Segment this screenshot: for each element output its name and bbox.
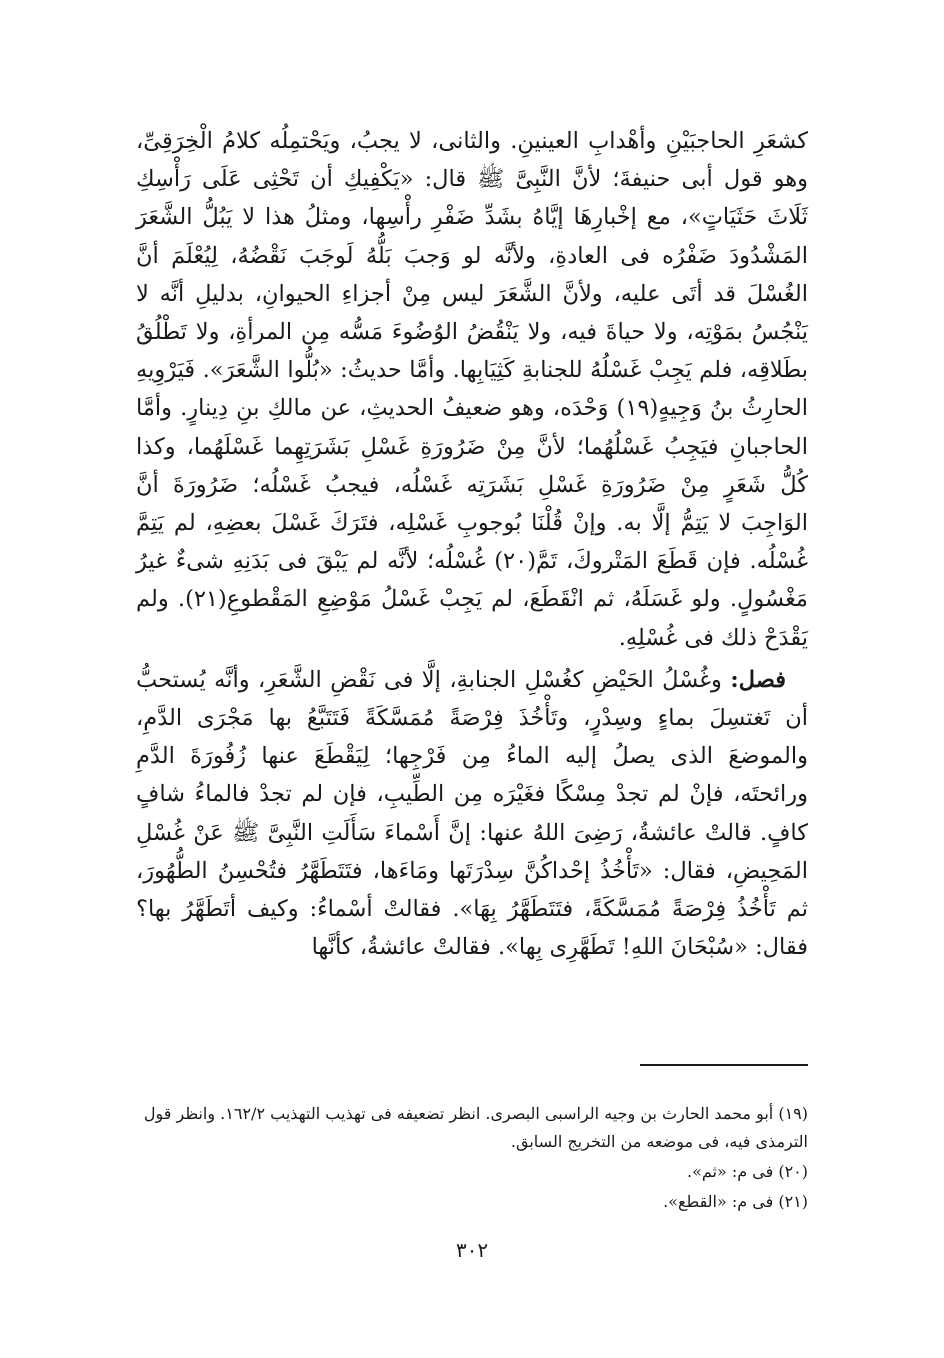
paragraph-2-text: وغُسْلُ الحَيْضِ كغُسْلِ الجنابةِ، إلَّا فى نَقْضِ الشَّعَرِ، وأنَّه يُستحبُّ أن تَغتسِلَ بماءٍ وسِدْرٍ، وتَأْخُذَ فِرْصَةً مُمَسَّكَةً فَتَتَبَّعُ بها مَجْرَى الدَّمِ، والموضعَ الذى يصلُ إليه الماءُ مِن فَرْجِها؛ لِيَقْطَعَ عنها زُفُورَةَ الدَّمِ ورائحتَه، فإنْ لم تجدْ مِسْكًا فغَيْرَه مِن الطِّيبِ، فإن لم تجدْ فالماءُ شافٍ كافٍ. قالتْ عائشةُ، رَضِىَ اللهُ عنها: إنَّ أَسْماءَ سَأَلَتِ النَّبِىَّ ﷺ عَنْ غُسْلِ المَحِيضِ، فقال: «تَأْخُذُ إحْداكُنَّ سِدْرَتَها ومَاءَها، فتَتَطَهَّرُ فتُحْسِنُ الطُّهُورَ، ثم تَأْخُذُ فِرْصَةً مُمَسَّكَةً، فتَتَطَهَّرُ بِهَا». فقالتْ أسْماءُ: وكيف أتَطَهَّرُ بها؟ فقال: «سُبْحَانَ اللهِ! تَطَهَّرِى بِها». فقالتْ عائشةُ، كأنَّها [136, 666, 808, 961]
fasl-heading: فصل: [730, 666, 786, 693]
footnote-20: (٢٠) فى م: «ثم». [687, 1162, 808, 1181]
paragraph-2 [136, 661, 808, 967]
footnote-separator [640, 1064, 808, 1066]
paragraph-1: كشعَرِ الحاجبَيْنِ وأهْدابِ العينينِ. والثانى، لا يجبُ، ويَحْتمِلُه كلامُ الْخِرَقِىِّ، وهو قول أبى حنيفةَ؛ لأنَّ النَّبِىَّ ﷺ قال: «يَكْفِيكِ أن تَحْثِى عَلَى رَأْسِكِ ثَلَاثَ حَثَيَاتٍ»، مع إخْبارِهَا إيَّاهُ بشَدِّ ضَفْرِ رأْسِها، ومثلُ هذا لا يَبُلُّ الشَّعَرَ المَشْدُودَ ضَفْرُه فى العادةِ، ولأنَّه لو وَجبَ بَلُّهُ لَوجَبَ نَقْضُهُ، لِيُعْلَمَ أنَّ الغُسْلَ قد أتَى عليه، ولأنَّ الشَّعَرَ ليس مِنْ أجزاءِ الحيوانِ، بدليلِ أنَّه لا يَنْجُسُ بمَوْتِه، ولا حياةَ فيه، ولا يَنْقُضُ الوُضُوءَ مَسُّه مِن المرأةِ، ولا تَطْلُقُ بطَلاقِه، فلم يَجِبْ غَسْلُهُ للجنابةِ كَثِيَابِها. وأمَّا حديثُ: «بُلُّوا الشَّعَرَ». فَيَرْوِيهِ الحارِثُ بنُ وَجِيهٍ(١٩) وَحْدَه، وهو ضعيفُ الحديثِ، عن مالكِ بنِ دِينارٍ. وأمَّا الحاجبانِ فيَجِبُ غَسْلُهُما؛ لأنَّ مِنْ ضَرُورَةِ غَسْلِ بَشَرَتِهِما غَسْلَهُما، وكذا كُلُّ شَعَرٍ مِنْ ضَرُورَةِ غَسْلِ بَشَرَتِه غَسْلُه، فيجبُ غَسْلُه؛ ضَرُورَةَ أنَّ الوَاجِبَ لا يَتِمُّ إلَّا به. وإنْ قُلْنَا بُوجوبِ غَسْلِه، فتَرَكَ غَسْلَ بعضِهِ، لم يَتِمَّ غُسْلُه. فإن قَطَعَ المَتْروكَ، تَمَّ(٢٠) غُسْلُه؛ لأنَّه لم يَبْقَ فى بَدَنِهِ شىءٌ غيرُ مَغْسُولٍ. ولو غَسَلَهُ، ثم انْقَطَعَ، لم يَجِبْ غَسْلُ مَوْضِعِ المَقْطوعِ(٢١). ولم يَقْدَحْ ذلك فى غُسْلِهِ. [136, 128, 808, 651]
footnote-21: (٢١) فى م: «القطع». [663, 1192, 808, 1211]
footnote-19: (١٩) أبو محمد الحارث بن وجيه الراسبى البصرى. انظر تضعيفه فى تهذيب التهذيب ١٦٢/٢. وانظر قول الترمذى فيه، فى موضعه من التخريج السابق. [143, 1104, 808, 1151]
footnotes [136, 1100, 808, 1216]
main-text [136, 122, 808, 966]
page-number: ٣٠٢ [455, 1238, 489, 1262]
